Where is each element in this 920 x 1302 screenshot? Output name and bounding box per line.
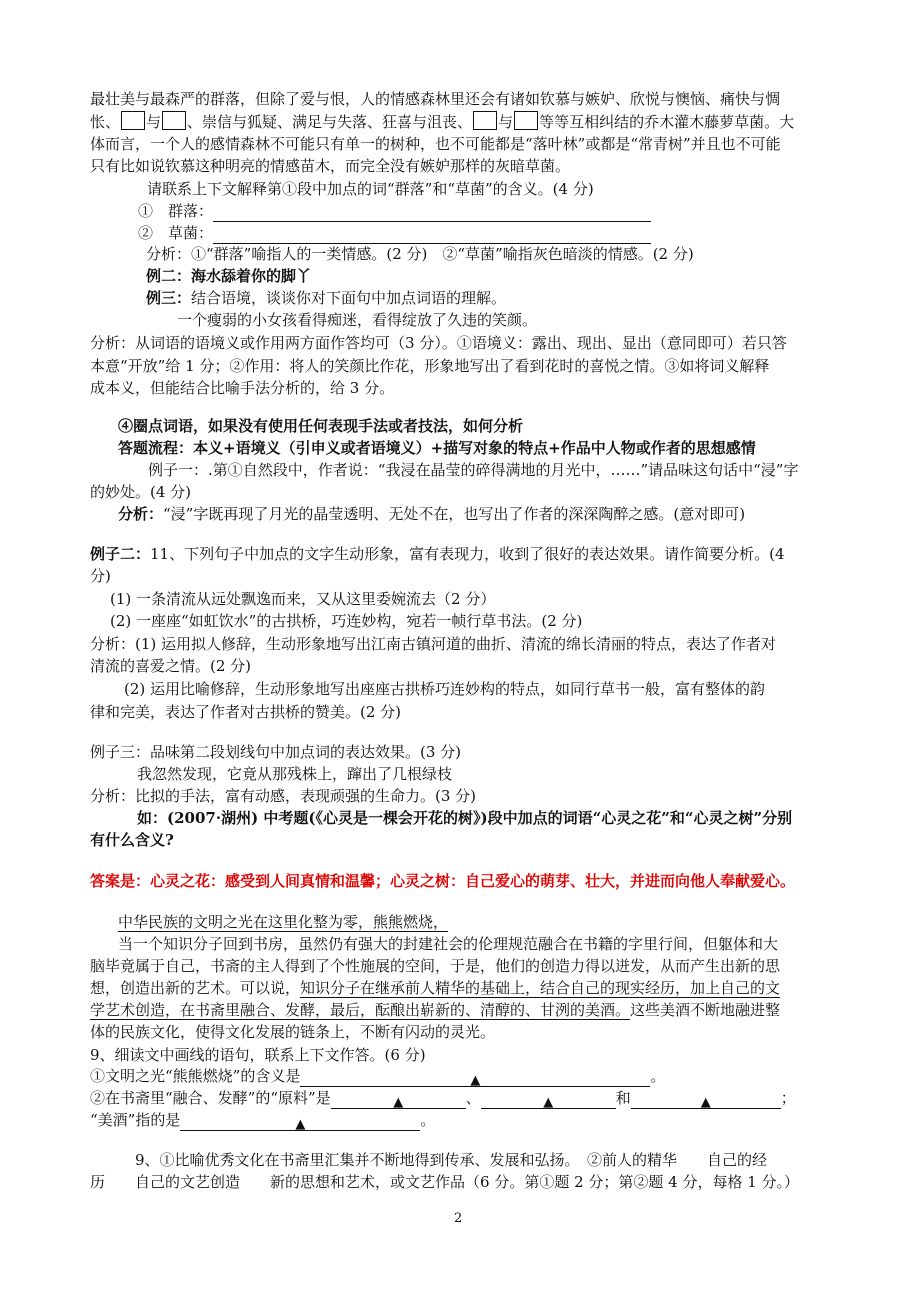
passage-line: 体而言，一个人的感情森林不可能只有单一的树种，也不可能都是“落叶林”或都是“常青树”并且也不可能 (90, 135, 781, 153)
answer-blank (213, 225, 651, 244)
blank-box (473, 111, 497, 130)
analysis-text: 分析：从词语的语境义或作用两方面作答均可（3 分）。①语境义：露出、现出、显出（意同即可）若只答 (90, 334, 787, 352)
example-text: 例子二：11、下列句子中加点的文字生动形象，富有表现力，收到了很好的表达效果。请作简要分析。(4 (90, 545, 785, 563)
analysis-text: 分析：(1) 运用拟人修辞，生动形象地写出江南古镇河道的曲折、清流的绵长清丽的特点，表达了作者对 (90, 635, 777, 653)
triangle-icon: ▲ (543, 1095, 554, 1110)
answer-item: ① 群落： (138, 200, 651, 222)
passage-line: 当一个知识分子回到书房，虽然仍有强大的封建社会的伦理规范融合在书籍的字里行间，但躯体和大 (118, 935, 779, 953)
triangle-icon: ▲ (393, 1095, 404, 1110)
analysis-text: 分析：①“群落”喻指人的一类情感。(2 分) ②“草菌”喻指灰色暗淡的情感。(2 分) (146, 245, 694, 263)
analysis-text: 清流的喜爱之情。(2 分) (90, 657, 252, 675)
answer-blank (300, 1068, 650, 1087)
answer-blank (213, 203, 651, 222)
question-title: 9、细读文中画线的语句，联系上下文作答。(6 分) (90, 1046, 426, 1064)
triangle-icon: ▲ (470, 1073, 481, 1088)
example-text: 有什么含义? (90, 831, 174, 849)
blank-box (162, 111, 186, 130)
example-text: 如：(2007·湖州) 中考题(《心灵是一棵会开花的树》)段中加点的词语“心灵之花”和“心灵之树”分别 (137, 809, 793, 827)
section-heading: ④圈点词语，如果没有使用任何表现手法或者技法，如何分析 (118, 417, 524, 435)
underlined-sentence: 知识分子在继承前人精华的基础上，结合自己的现实经历，加上自己的文 (300, 979, 781, 997)
example-text: 例子三：品味第二段划线句中加点词的表达效果。(3 分) (90, 743, 462, 761)
example-sentence: (1) 一条清流从远处飘逸而来，又从这里委婉流去（2 分） (110, 590, 496, 608)
underlined-sentence: 学艺术创造，在书斋里融合、发酵，最后，酝酿出崭新的、清醇的、甘洌的美酒。 (90, 1001, 631, 1019)
analysis-text: 分析：比拟的手法，富有动感，表现顽强的生命力。(3 分) (90, 787, 477, 805)
analysis-text: 分析：“浸”字既再现了月光的晶莹透明、无处不在，也写出了作者的深深陶醉之感。(意对即可) (118, 505, 746, 523)
answer-blank (180, 1112, 420, 1131)
answer-flow: 答题流程：本义+语境义（引申义或者语境义）+描写对象的特点+作品中人物或作者的思想感情 (118, 439, 756, 457)
passage-line (118, 911, 448, 933)
analysis-text: 律和完美，表达了作者对古拱桥的赞美。(2 分) (90, 703, 402, 721)
answer-blank (631, 1090, 781, 1109)
question-item: ①文明之光“熊熊燃烧”的含义是 ▲ 。 (90, 1067, 666, 1088)
example-sentence: 一个瘦弱的小女孩看得痴迷，看得绽放了久违的笑颜。 (177, 311, 538, 329)
answer-item: ② 草菌： (138, 222, 651, 244)
passage-line: 学艺术创造，在书斋里融合、发酵，最后，酝酿出崭新的、清醇的、甘洌的美酒。这些美酒不断地融进整 (90, 1001, 781, 1019)
answer-blank (331, 1090, 466, 1109)
question-item: “美酒”指的是 ▲ 。 (90, 1111, 436, 1132)
analysis-text: 成本义，但能结合比喻手法分析的，给 3 分。 (90, 379, 395, 397)
passage-line: 只有比如说钦慕这种明亮的情感苗木，而完全没有嫉妒那样的灰暗草菌。 (90, 157, 571, 175)
answer-text: 历 自己的文艺创造 新的思想和艺术，或文艺作品（6 分。第①题 2 分；第②题 4 分，每格 1 分。） (90, 1173, 800, 1191)
answer-blank (481, 1090, 616, 1109)
answer-text: 答案是：心灵之花：感受到人间真情和温馨；心灵之树：自己爱心的萌芽、壮大，并进而向他人奉献爱心。 (90, 872, 796, 890)
analysis-text: (2) 运用比喻修辞，生动形象地写出座座古拱桥巧连妙构的特点，如同行草书一般，富有整体的韵 (124, 680, 766, 698)
example-text: 例子一：.第①自然段中，作者说：“我浸在晶莹的碎得满地的月光中，……”请品味这句话中“浸”字 (148, 461, 799, 479)
passage-line: 脑毕竟属于自己，书斋的主人得到了个性施展的空间，于是，他们的创造力得以迸发，从而产生出新的思 (90, 957, 781, 975)
example-heading: 例三：结合语境，谈谈你对下面句中加点词语的理解。 (146, 289, 507, 307)
passage-line: 体的民族文化，使得文化发展的链条上，不断有闪动的灵光。 (90, 1023, 496, 1041)
underlined-sentence: 中华民族的文明之光在这里化整为零，熊熊燃烧， (118, 913, 449, 931)
example-heading: 例二：海水舔着你的脚丫 (146, 267, 312, 285)
page-number: 2 (454, 1211, 463, 1226)
question-item: ②在书斋里“融合、发酵”的“原料”是 ▲ 、 ▲ 和 ▲ ； (90, 1089, 796, 1110)
blank-box (121, 111, 145, 130)
analysis-text: 本意“开放”给 1 分；②作用：将人的笑颜比作花，形象地写出了看到花时的喜悦之情。③如将词义解释 (90, 357, 770, 375)
answer-text: 9、①比喻优秀文化在书斋里汇集并不断地得到传承、发展和弘扬。 ②前人的精华 自己的经 (135, 1151, 768, 1169)
example-text: 分) (90, 567, 111, 585)
example-sentence: 我忽然发现，它竟从那残株上，蹿出了几根绿枝 (137, 765, 453, 783)
triangle-icon: ▲ (295, 1117, 306, 1132)
example-sentence: (2) 一座座“如虹饮水”的古拱桥，巧连妙构，宛若一帧行草书法。(2 分) (110, 612, 583, 630)
example-text: 的妙处。(4 分) (90, 483, 192, 501)
question-prompt: 请联系上下文解释第①段中加点的词“群落”和“草菌”的含义。(4 分) (147, 180, 594, 198)
blank-box (514, 111, 538, 130)
passage-line: 想，创造出新的艺术。可以说，知识分子在继承前人精华的基础上，结合自己的现实经历，加上自己的文 (90, 979, 781, 997)
triangle-icon: ▲ (700, 1095, 711, 1110)
passage-line: 最壮美与最森严的群落，但除了爱与恨，人的情感森林里还会有诸如钦慕与嫉妒、欣悦与懊恼、痛快与惆 (90, 90, 781, 108)
passage-line: 怅、 与 、崇信与狐疑、满足与失落、狂喜与沮丧、 与 等等互相纠结的乔木灌木藤萝草菌。大 (90, 113, 795, 131)
